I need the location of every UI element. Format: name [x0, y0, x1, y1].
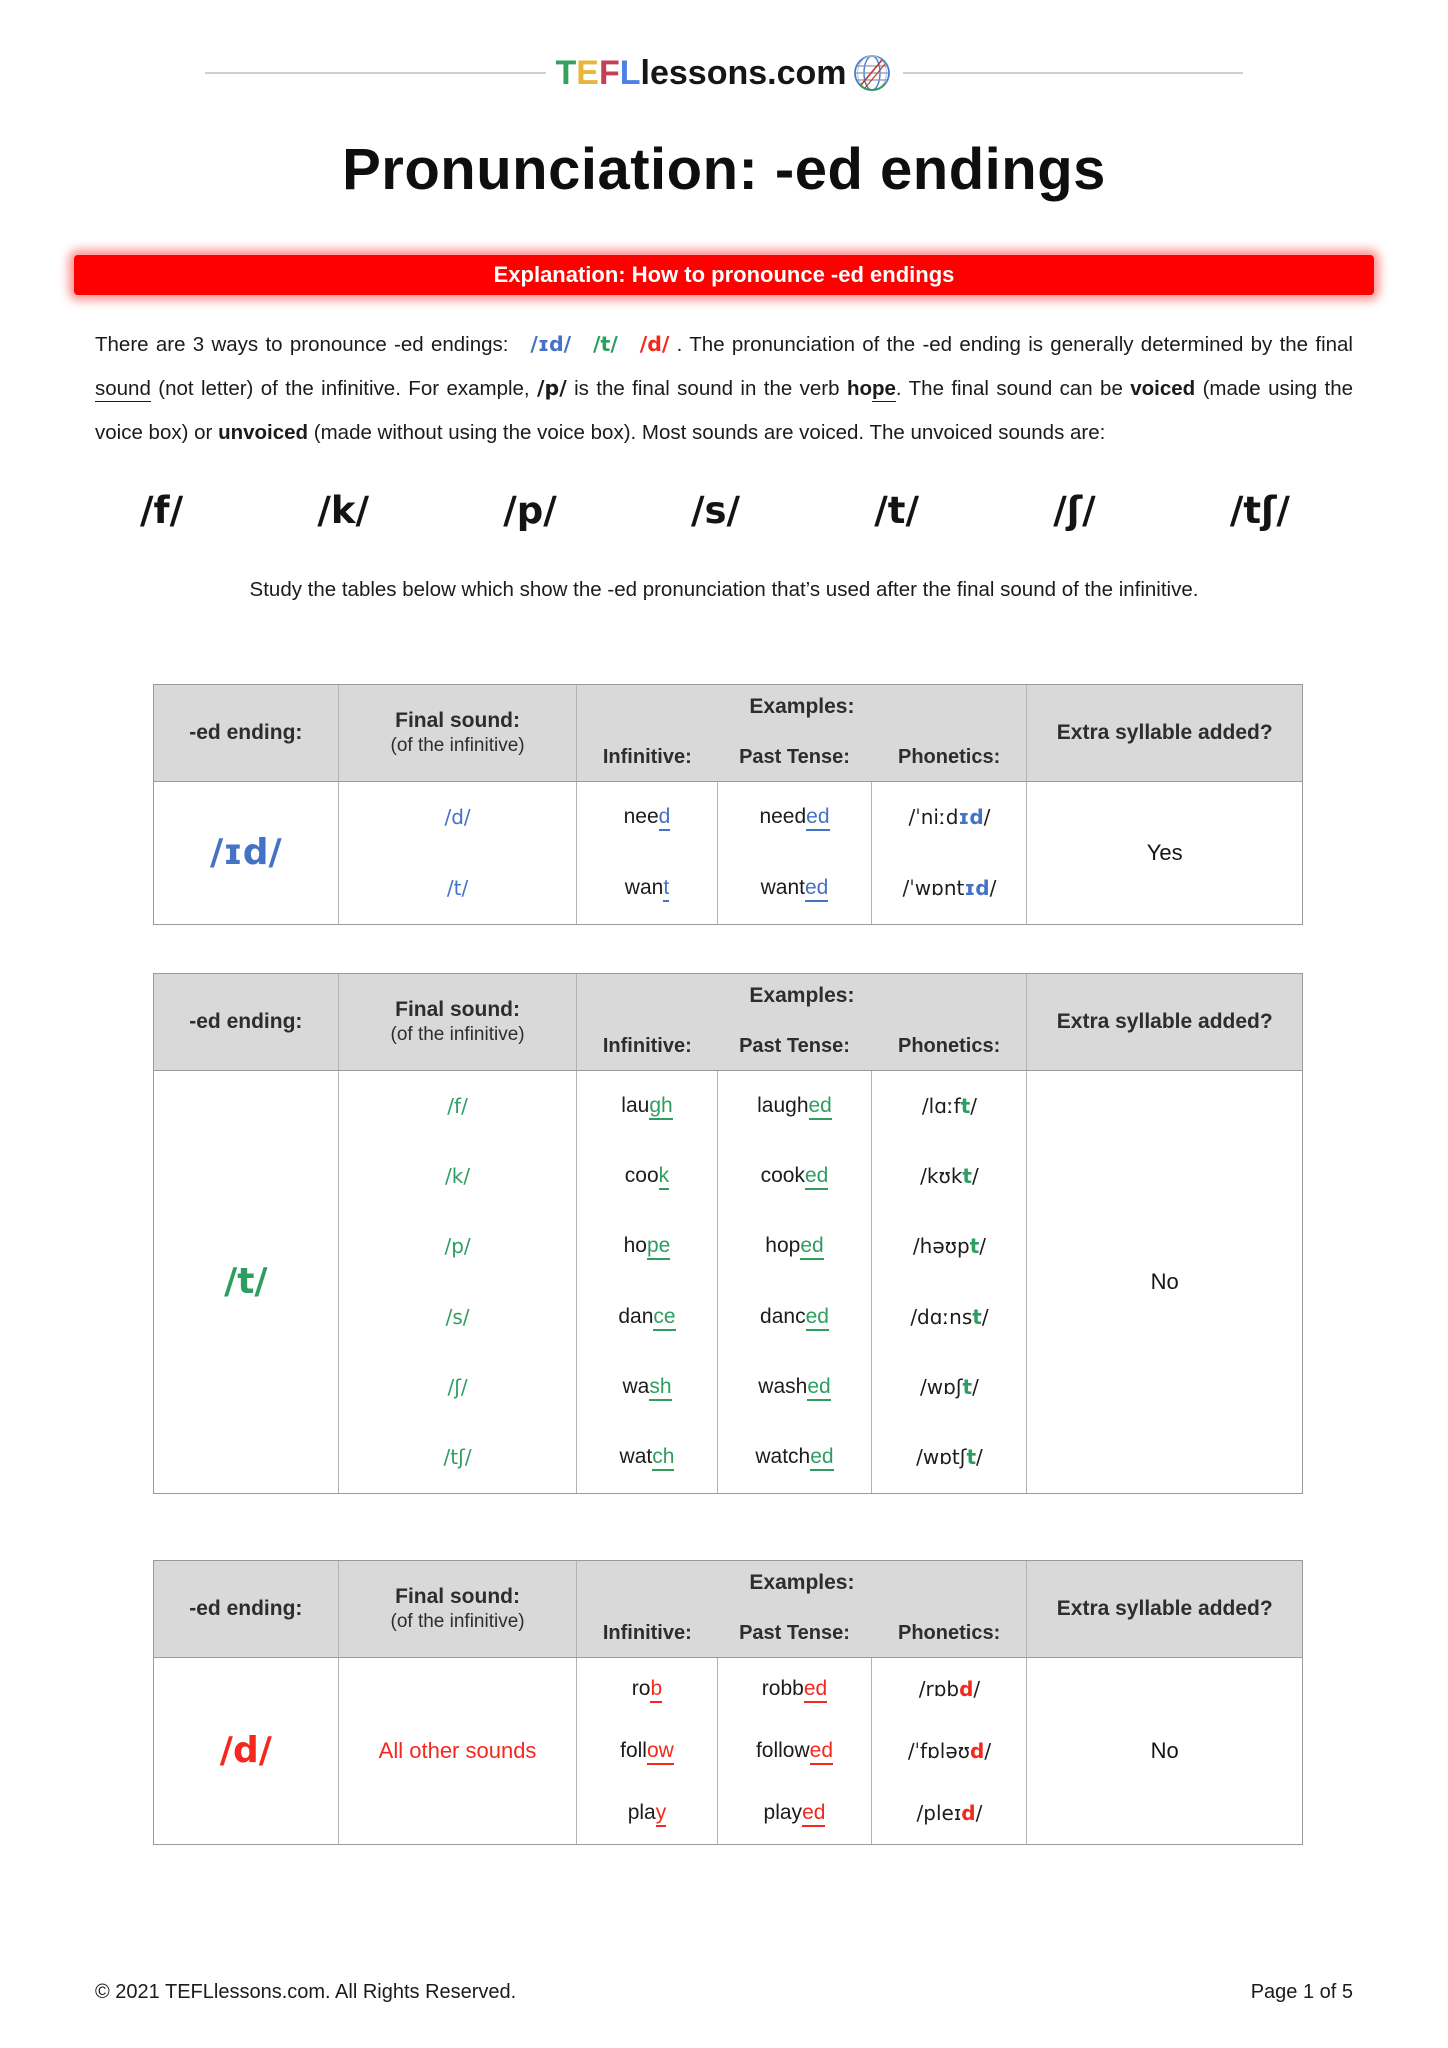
copyright-text: © 2021 TEFLlessons.com. All Rights Reserved. — [95, 1981, 517, 2003]
ipa-t-symbol: /t/ — [593, 332, 618, 356]
extra-syllable-value: Yes — [1146, 839, 1183, 865]
phonetics-value: /pleɪd/ — [916, 1800, 983, 1825]
final-sound-cell — [338, 782, 577, 924]
infinitive-cell — [576, 782, 716, 924]
unvoiced-sound: /tʃ/ — [1229, 488, 1290, 532]
header-past-tense: Past Tense: — [739, 1034, 850, 1057]
header-phonetics: Phonetics: — [898, 1034, 1001, 1057]
past-tense-ending: ed — [810, 1739, 833, 1765]
logo-letter: L — [619, 53, 641, 92]
page-header — [205, 52, 1243, 94]
phonetics-highlight: t — [962, 1164, 972, 1189]
header-final-sound-sub: (of the infinitive) — [390, 1023, 525, 1045]
past-tense-ending: ed — [807, 1375, 830, 1401]
intro-gap — [618, 333, 640, 356]
header-infinitive: Infinitive: — [602, 745, 692, 768]
final-sound-value: /ʃ/ — [447, 1375, 468, 1400]
phonetics-highlight: ɪd — [964, 876, 990, 901]
pronunciation-table-1 — [153, 684, 1303, 925]
phonetics-value: /lɑːft/ — [921, 1093, 977, 1118]
infinitive-word: need — [624, 805, 671, 829]
final-sound-note: All other sounds — [378, 1737, 537, 1763]
past-tense-stack — [718, 782, 872, 924]
header-phonetics: Phonetics: — [898, 1621, 1001, 1644]
header-ed-ending: -ed ending: — [189, 1596, 303, 1620]
final-sound-value: /tʃ/ — [443, 1445, 472, 1470]
past-tense-cell — [717, 782, 872, 924]
past-tense-cell — [717, 1658, 872, 1844]
header-ed-ending: -ed ending: — [189, 1009, 303, 1033]
header-final-sound-label: Final sound: — [395, 1584, 520, 1608]
past-tense-ending: ed — [810, 1445, 833, 1471]
unvoiced-sound: /s/ — [690, 488, 741, 532]
explanation-banner-label: Explanation: How to pronounce -ed endings — [493, 262, 955, 287]
past-tense-word: needed — [759, 805, 829, 829]
intro-word-unvoiced: unvoiced — [218, 420, 309, 444]
header-past-tense: Past Tense: — [739, 745, 850, 768]
intro-word-hope-start: ho — [846, 376, 872, 400]
table-body-row — [154, 1071, 1302, 1493]
ed-ending-cell — [154, 782, 338, 924]
infinitive-word: cook — [625, 1164, 669, 1188]
phonetics-cell — [871, 782, 1026, 924]
infinitive-cell — [576, 1658, 716, 1844]
past-tense-ending: ed — [800, 1234, 823, 1260]
phonetics-highlight: d — [970, 1738, 985, 1763]
page-footer — [95, 1981, 1353, 2004]
ed-ending-value: /ɪd/ — [209, 832, 282, 874]
logo-wordmark-suffix: lessons.com — [640, 53, 847, 92]
header-examples-label: Examples: — [749, 983, 855, 1007]
intro-word-voiced: voiced — [1130, 376, 1196, 400]
past-tense-stack — [718, 1658, 872, 1844]
logo-letter: T — [555, 53, 577, 92]
table-body-row — [154, 782, 1302, 924]
intro-paragraph — [95, 323, 1359, 455]
header-final-sound-label: Final sound: — [395, 997, 520, 1021]
past-tense-stack — [718, 1071, 872, 1493]
final-sound-cell — [338, 1658, 577, 1844]
infinitive-ending: y — [656, 1801, 667, 1827]
header-final-sound — [338, 685, 577, 781]
final-sound-cell — [338, 1071, 577, 1493]
globe-icon — [851, 52, 893, 94]
table-header-row — [154, 974, 1302, 1071]
past-tense-ending: ed — [809, 1094, 832, 1120]
extra-syllable-cell — [1026, 1071, 1302, 1493]
header-infinitive: Infinitive: — [602, 1034, 692, 1057]
past-tense-word: played — [764, 1801, 826, 1825]
ipa-p-symbol: /p/ — [537, 375, 567, 400]
phonetics-value: /dɑːnst/ — [910, 1304, 989, 1329]
infinitive-word: want — [625, 876, 669, 900]
logo-letter: E — [576, 53, 599, 92]
pronunciation-tables — [0, 684, 1448, 1845]
infinitive-word: hope — [624, 1234, 671, 1258]
header-examples-sublabels — [577, 746, 1026, 769]
final-sound-stack — [339, 782, 577, 924]
phonetics-highlight: ɪd — [958, 805, 984, 830]
unvoiced-sound: /t/ — [874, 488, 919, 532]
header-ed-ending: -ed ending: — [189, 720, 303, 744]
ed-ending-value: /t/ — [224, 1261, 268, 1303]
extra-syllable-value: No — [1150, 1268, 1179, 1294]
header-phonetics: Phonetics: — [898, 745, 1001, 768]
phonetics-cell — [871, 1658, 1026, 1844]
infinitive-ending: ch — [652, 1445, 674, 1471]
ipa-d-symbol: /d/ — [639, 332, 670, 356]
intro-text: is the final sound in the verb — [566, 376, 847, 400]
pronunciation-table-2 — [153, 973, 1303, 1494]
past-tense-ending: ed — [804, 1677, 827, 1703]
header-examples-label: Examples: — [749, 1570, 855, 1594]
extra-syllable-cell — [1026, 1658, 1302, 1844]
infinitive-word: dance — [618, 1305, 675, 1329]
intro-text: . The final sound can be — [895, 376, 1131, 400]
phonetics-highlight: t — [966, 1445, 977, 1470]
infinitive-ending: gh — [649, 1094, 672, 1120]
ed-ending-value: /d/ — [219, 1730, 272, 1772]
header-final-sound-label: Final sound: — [395, 708, 520, 732]
header-extra-syllable: Extra syllable added? — [1026, 685, 1302, 781]
logo-wordmark-colored — [556, 54, 641, 93]
header-extra-syllable: Extra syllable added? — [1026, 974, 1302, 1070]
infinitive-ending: ow — [647, 1739, 674, 1765]
table-header-row — [154, 685, 1302, 782]
intro-word-hope-end: pe — [871, 376, 896, 400]
phonetics-value: /kʊkt/ — [920, 1164, 979, 1189]
intro-text: (made without using the voice box). Most sounds are voiced. The unvoiced sounds are: — [308, 420, 1106, 444]
header-final-sound-sub: (of the infinitive) — [390, 1610, 525, 1632]
infinitive-word: watch — [620, 1445, 675, 1469]
phonetics-highlight: t — [962, 1375, 973, 1400]
header-extra-syllable: Extra syllable added? — [1026, 1561, 1302, 1657]
phonetics-cell — [871, 1071, 1026, 1493]
infinitive-word: follow — [620, 1739, 674, 1763]
intro-underlined-sound: sound — [95, 376, 151, 400]
header-past-tense: Past Tense: — [739, 1621, 850, 1644]
final-sound-value: /f/ — [447, 1093, 468, 1118]
header-examples — [576, 974, 1026, 1070]
phonetics-highlight: t — [972, 1304, 982, 1329]
header-examples-sublabels — [577, 1035, 1026, 1058]
infinitive-ending: ce — [653, 1305, 675, 1331]
past-tense-ending: ed — [802, 1801, 825, 1827]
header-final-sound-sub: (of the infinitive) — [390, 734, 525, 756]
past-tense-word: hoped — [765, 1234, 823, 1258]
phonetics-value: /wɒtʃt/ — [916, 1445, 983, 1470]
infinitive-word: wash — [622, 1375, 671, 1399]
infinitive-stack — [577, 1658, 716, 1844]
phonetics-value: /rɒbd/ — [918, 1676, 981, 1701]
header-examples-label: Examples: — [749, 694, 855, 718]
infinitive-word: play — [628, 1801, 667, 1825]
header-rule-right — [903, 72, 1244, 74]
pronunciation-table-3 — [153, 1560, 1303, 1845]
past-tense-ending: ed — [806, 805, 829, 831]
phonetics-stack — [872, 1658, 1026, 1844]
phonetics-stack — [872, 782, 1026, 924]
final-sound-stack — [339, 1071, 577, 1493]
past-tense-word: wanted — [761, 876, 829, 900]
phonetics-highlight: d — [961, 1800, 976, 1825]
tefl-logo — [556, 52, 893, 94]
final-sound-value: /d/ — [444, 805, 471, 830]
phonetics-highlight: t — [969, 1234, 980, 1259]
final-sound-value: /p/ — [444, 1234, 471, 1259]
page-number: Page 1 of 5 — [1250, 1981, 1353, 2003]
extra-syllable-value: No — [1150, 1737, 1179, 1763]
logo-letter: F — [598, 53, 620, 92]
past-tense-ending: ed — [805, 1164, 828, 1190]
past-tense-ending: ed — [805, 876, 828, 902]
infinitive-ending: b — [650, 1677, 662, 1703]
header-final-sound — [338, 1561, 577, 1657]
phonetics-value: /həʊpt/ — [912, 1234, 986, 1259]
page-title: Pronunciation: -ed endings — [342, 137, 1106, 202]
header-examples — [576, 685, 1026, 781]
header-infinitive: Infinitive: — [602, 1621, 692, 1644]
infinitive-ending: t — [663, 876, 669, 902]
infinitive-stack — [577, 782, 716, 924]
past-tense-word: followed — [756, 1739, 833, 1763]
phonetics-highlight: d — [959, 1676, 974, 1701]
study-instruction: Study the tables below which show the -ed pronunciation that’s used after the final sound of the infinitive. — [249, 577, 1199, 601]
infinitive-word: laugh — [621, 1094, 672, 1118]
ed-ending-cell — [154, 1658, 338, 1844]
infinitive-word: rob — [632, 1677, 662, 1701]
final-sound-value: /s/ — [445, 1304, 470, 1329]
intro-gap — [571, 333, 593, 356]
unvoiced-sound: /p/ — [503, 488, 557, 532]
phonetics-value: /ˈniːdɪd/ — [908, 805, 991, 830]
unvoiced-sounds-row — [140, 489, 1290, 532]
unvoiced-sound: /ʃ/ — [1053, 488, 1096, 532]
past-tense-word: laughed — [757, 1094, 832, 1118]
past-tense-word: watched — [755, 1445, 833, 1469]
phonetics-highlight: t — [960, 1093, 971, 1118]
infinitive-ending: k — [659, 1164, 670, 1190]
infinitive-ending: pe — [647, 1234, 670, 1260]
table-header-row — [154, 1561, 1302, 1658]
past-tense-word: washed — [758, 1375, 830, 1399]
past-tense-word: danced — [760, 1305, 829, 1329]
final-sound-value: /t/ — [446, 876, 469, 901]
past-tense-cell — [717, 1071, 872, 1493]
header-examples-sublabels — [577, 1622, 1026, 1645]
table-body-row — [154, 1658, 1302, 1844]
header-examples — [576, 1561, 1026, 1657]
final-sound-value: /k/ — [445, 1164, 471, 1189]
intro-text: . The pronunciation of the -ed ending is generally determined by the final — [669, 333, 1359, 356]
infinitive-stack — [577, 1071, 716, 1493]
intro-text: There are 3 ways to pronounce -ed endings: — [95, 333, 531, 356]
past-tense-word: cooked — [761, 1164, 829, 1188]
extra-syllable-cell — [1026, 782, 1302, 924]
past-tense-word: robbed — [762, 1677, 827, 1701]
intro-text: (not letter) of the infinitive. For example, — [150, 376, 538, 400]
infinitive-ending: sh — [649, 1375, 671, 1401]
infinitive-cell — [576, 1071, 716, 1493]
phonetics-value: /wɒʃt/ — [920, 1375, 979, 1400]
ipa-id-symbol: /ɪd/ — [530, 332, 572, 356]
unvoiced-sound: /f/ — [140, 488, 184, 532]
ed-ending-cell — [154, 1071, 338, 1493]
header-rule-left — [205, 72, 546, 74]
phonetics-value: /ˈfɒləʊd/ — [907, 1738, 992, 1763]
intro-text: (made using the voice box) or — [95, 376, 1359, 444]
infinitive-ending: d — [659, 805, 671, 831]
unvoiced-sound: /k/ — [317, 488, 369, 532]
phonetics-value: /ˈwɒntɪd/ — [902, 876, 997, 901]
explanation-banner — [74, 255, 1374, 295]
phonetics-stack — [872, 1071, 1026, 1493]
past-tense-ending: ed — [806, 1305, 829, 1331]
header-final-sound — [338, 974, 577, 1070]
